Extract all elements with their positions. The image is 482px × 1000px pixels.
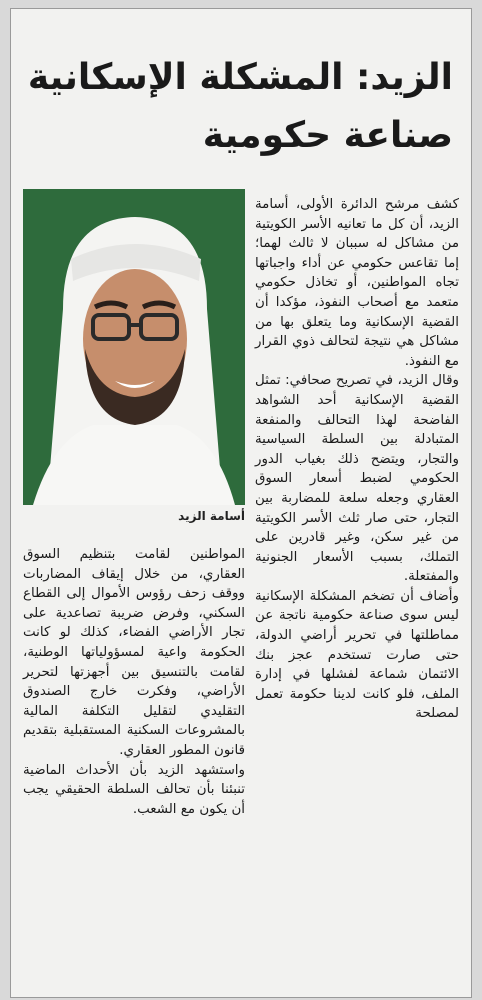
- paragraph: وقال الزيد، في تصريح صحافي: تمثل القضية الإسكانية أحد الشواهد الفاضحة لهذا التحالف والمنفعة المتبادلة بين السلطة السياسية والتجار، ويتضح ذلك بغياب الدور الحكومي لضبط أسعار السوق العقاري وجعله سلعة للمضاربة بين التجار، حتى صار ثلث الأسر الكويتية من غير سكن، وغير قادرين على التملك، بسبب الأسعار الجنونية والمفتعلة.: [255, 373, 459, 585]
- article-column-right: [255, 195, 459, 724]
- headline-line-2: صناعة حكومية: [202, 115, 453, 156]
- portrait-illustration: [23, 189, 245, 505]
- paragraph: المواطنين لقامت بتنظيم السوق العقاري، من خلال إيقاف المضاربات ووقف زحف رؤوس الأموال إلى القطاع السكني، وفرض ضريبة تصاعدية على تجار الأراضي الفضاء، كذلك لو كانت الحكومة واعية لمسؤولياتها الوطنية، لقامت بالتنسيق بين أجهزتها لتحرير الأراضي، وفكرت خارج الصندوق التقليدي لتقليل التكلفة المالية بالمشروعات السكنية المستقبلية بتقديم قانون المطور العقاري.: [23, 547, 245, 758]
- paragraph: واستشهد الزيد بأن الأحداث الماضية تنبئنا بأن تحالف السلطة الحقيقي يجب أن يكون مع الشعب.: [23, 762, 245, 817]
- headline-line-1: الزيد: المشكلة الإسكانية: [27, 57, 453, 98]
- paragraph: كشف مرشح الدائرة الأولى، أسامة الزيد، أن كل ما تعانيه الأسر الكويتية من مشاكل له سببان لا ثالث لهما؛ إما تقاعس حكومي عن أداء واجباتها تجاه المواطنين، أو تخاذل حكومي متعمد مع أصحاب النفوذ، مؤكدا أن القضية الإسكانية وما يتعلق بها من مشاكل هي نتيجة لتحالف ذوي القرار مع النفوذ.: [255, 197, 459, 369]
- paragraph: وأضاف أن تضخم المشكلة الإسكانية ليس سوى صناعة حكومية ناتجة عن مماطلتها في تحرير أراضي الدولة، حتى صارت تستخدم عجز بنك الائتمان شماعة لفشلها في إدارة الملف، فلو كانت لدينا حكومة تعمل لمصلحة: [255, 588, 459, 722]
- article-column-left: [23, 545, 245, 819]
- newspaper-page: [10, 8, 472, 998]
- headline: [23, 49, 453, 165]
- photo-caption: أسامة الزيد: [178, 509, 245, 523]
- portrait-photo: [23, 189, 245, 505]
